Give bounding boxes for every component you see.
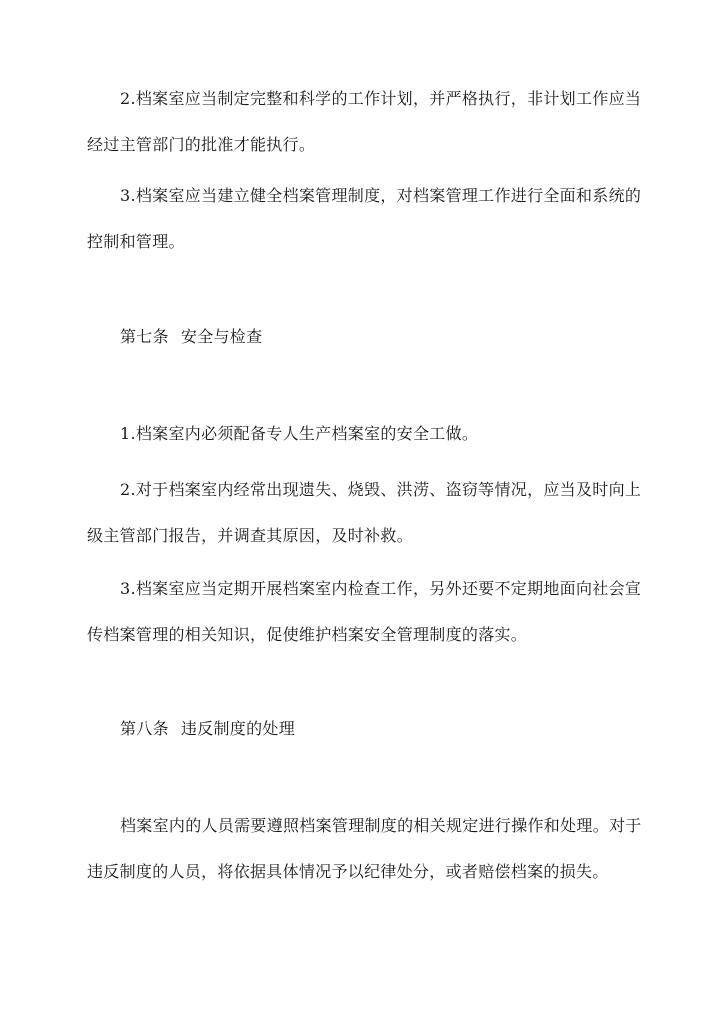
paragraph-system: 3.档案室应当建立健全档案管理制度，对档案管理工作进行全面和系统的控制和管理。	[87, 186, 642, 251]
section-title: 安全与检查	[180, 327, 263, 346]
paragraph-report: 2.对于档案室内经常出现遗失、烧毁、洪涝、盗窃等情况，应当及时向上级主管部门报告，并调查其原因，及时补救。	[87, 480, 642, 545]
section-number: 第八条	[120, 719, 169, 738]
paragraph-inspection: 3.档案室应当定期开展档案室内检查工作，另外还要不定期地面向社会宣传档案管理的相关知识，促使维护档案安全管理制度的落实。	[87, 579, 642, 644]
section-heading-7	[120, 326, 262, 348]
section-title: 违反制度的处理	[180, 719, 296, 738]
paragraph-plan: 2.档案室应当制定完整和科学的工作计划，并严格执行，非计划工作应当经过主管部门的批准才能执行。	[87, 89, 642, 154]
section-number: 第七条	[120, 327, 169, 346]
section-heading-8	[120, 718, 295, 740]
paragraph-violation: 档案室内的人员需要遵照档案管理制度的相关规定进行操作和处理。对于违反制度的人员，将依据具体情况予以纪律处分，或者赔偿档案的损失。	[87, 816, 642, 881]
paragraph-staff: 1.档案室内必须配备专人生产档案室的安全工做。	[120, 424, 479, 443]
